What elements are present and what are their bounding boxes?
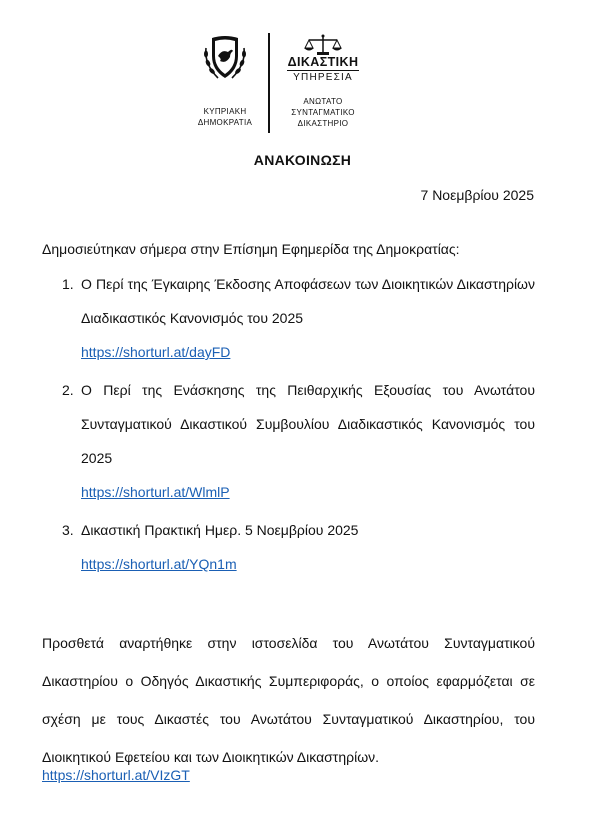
republic-caption xyxy=(190,106,260,128)
court-caption-line: ΑΝΩΤΑΤΟ xyxy=(303,97,343,106)
court-caption xyxy=(278,96,368,129)
closing-link[interactable]: https://shorturl.at/VIzGT xyxy=(42,767,190,783)
intro-text: Δημοσιεύτηκαν σήμερα στην Επίσημη Εφημερίδα της Δημοκρατίας: xyxy=(42,241,460,257)
service-name: ΔΙΚΑΣΤΙΚΗ xyxy=(287,55,359,69)
list-item-text: Δικαστική Πρακτική Ημερ. 5 Νοεμβρίου 2025 xyxy=(81,522,359,538)
list-item-link[interactable]: https://shorturl.at/YQn1m xyxy=(81,556,237,572)
list-item xyxy=(62,267,535,369)
page-title: ΑΝΑΚΟΙΝΩΣΗ xyxy=(253,152,352,168)
service-subtitle: ΥΠΗΡΕΣΙΑ xyxy=(287,70,359,83)
cyprus-coat-of-arms-icon xyxy=(202,34,248,82)
court-caption-line: ΣΥΝΤΑΓΜΑΤΙΚΟ xyxy=(291,108,355,117)
closing-paragraph: Προσθετά αναρτήθηκε στην ιστοσελίδα του Ανωτάτου Συνταγματικού Δικαστηρίου ο Οδηγός Δικαστικής Συμπεριφοράς, ο οποίος εφαρμόζεται σε σχέση με τους Δικαστές του Ανωτάτου Συνταγματικού Δικαστηρίου, του Διοικητικού Εφετείου και των Διοικητικών Δικαστηρίων. xyxy=(42,635,535,765)
list-item-link[interactable]: https://shorturl.at/dayFD xyxy=(81,344,231,360)
list-item-text: Ο Περί της Ενάσκησης της Πειθαρχικής Εξουσίας του Ανωτάτου Συνταγματικού Δικαστικού Συμβουλίου Διαδικαστικός Κανονισμός του 2025 xyxy=(81,382,535,466)
list-item-text: Ο Περί της Έγκαιρης Έκδοσης Αποφάσεων των Διοικητικών Δικαστηρίων Διαδικαστικός Κανονισμός του 2025 xyxy=(81,276,535,326)
republic-emblem-block xyxy=(190,34,260,128)
list-item xyxy=(62,513,535,581)
header-divider xyxy=(268,33,270,133)
scales-of-justice-icon xyxy=(303,34,343,56)
list-item-link[interactable]: https://shorturl.at/WlmlP xyxy=(81,484,230,500)
list-item xyxy=(62,373,535,509)
list-item-number: 1. xyxy=(62,276,74,292)
judicial-service-block xyxy=(278,34,368,129)
list-item-number: 2. xyxy=(62,382,74,398)
republic-caption-line: ΚΥΠΡΙΑΚΗ xyxy=(203,107,247,116)
court-caption-line: ΔΙΚΑΣΤΗΡΙΟ xyxy=(297,119,349,128)
republic-caption-line: ΔΗΜΟΚΡΑΤΙΑ xyxy=(197,118,253,127)
announcement-date: 7 Νοεμβρίου 2025 xyxy=(420,187,534,203)
list-item-number: 3. xyxy=(62,522,74,538)
